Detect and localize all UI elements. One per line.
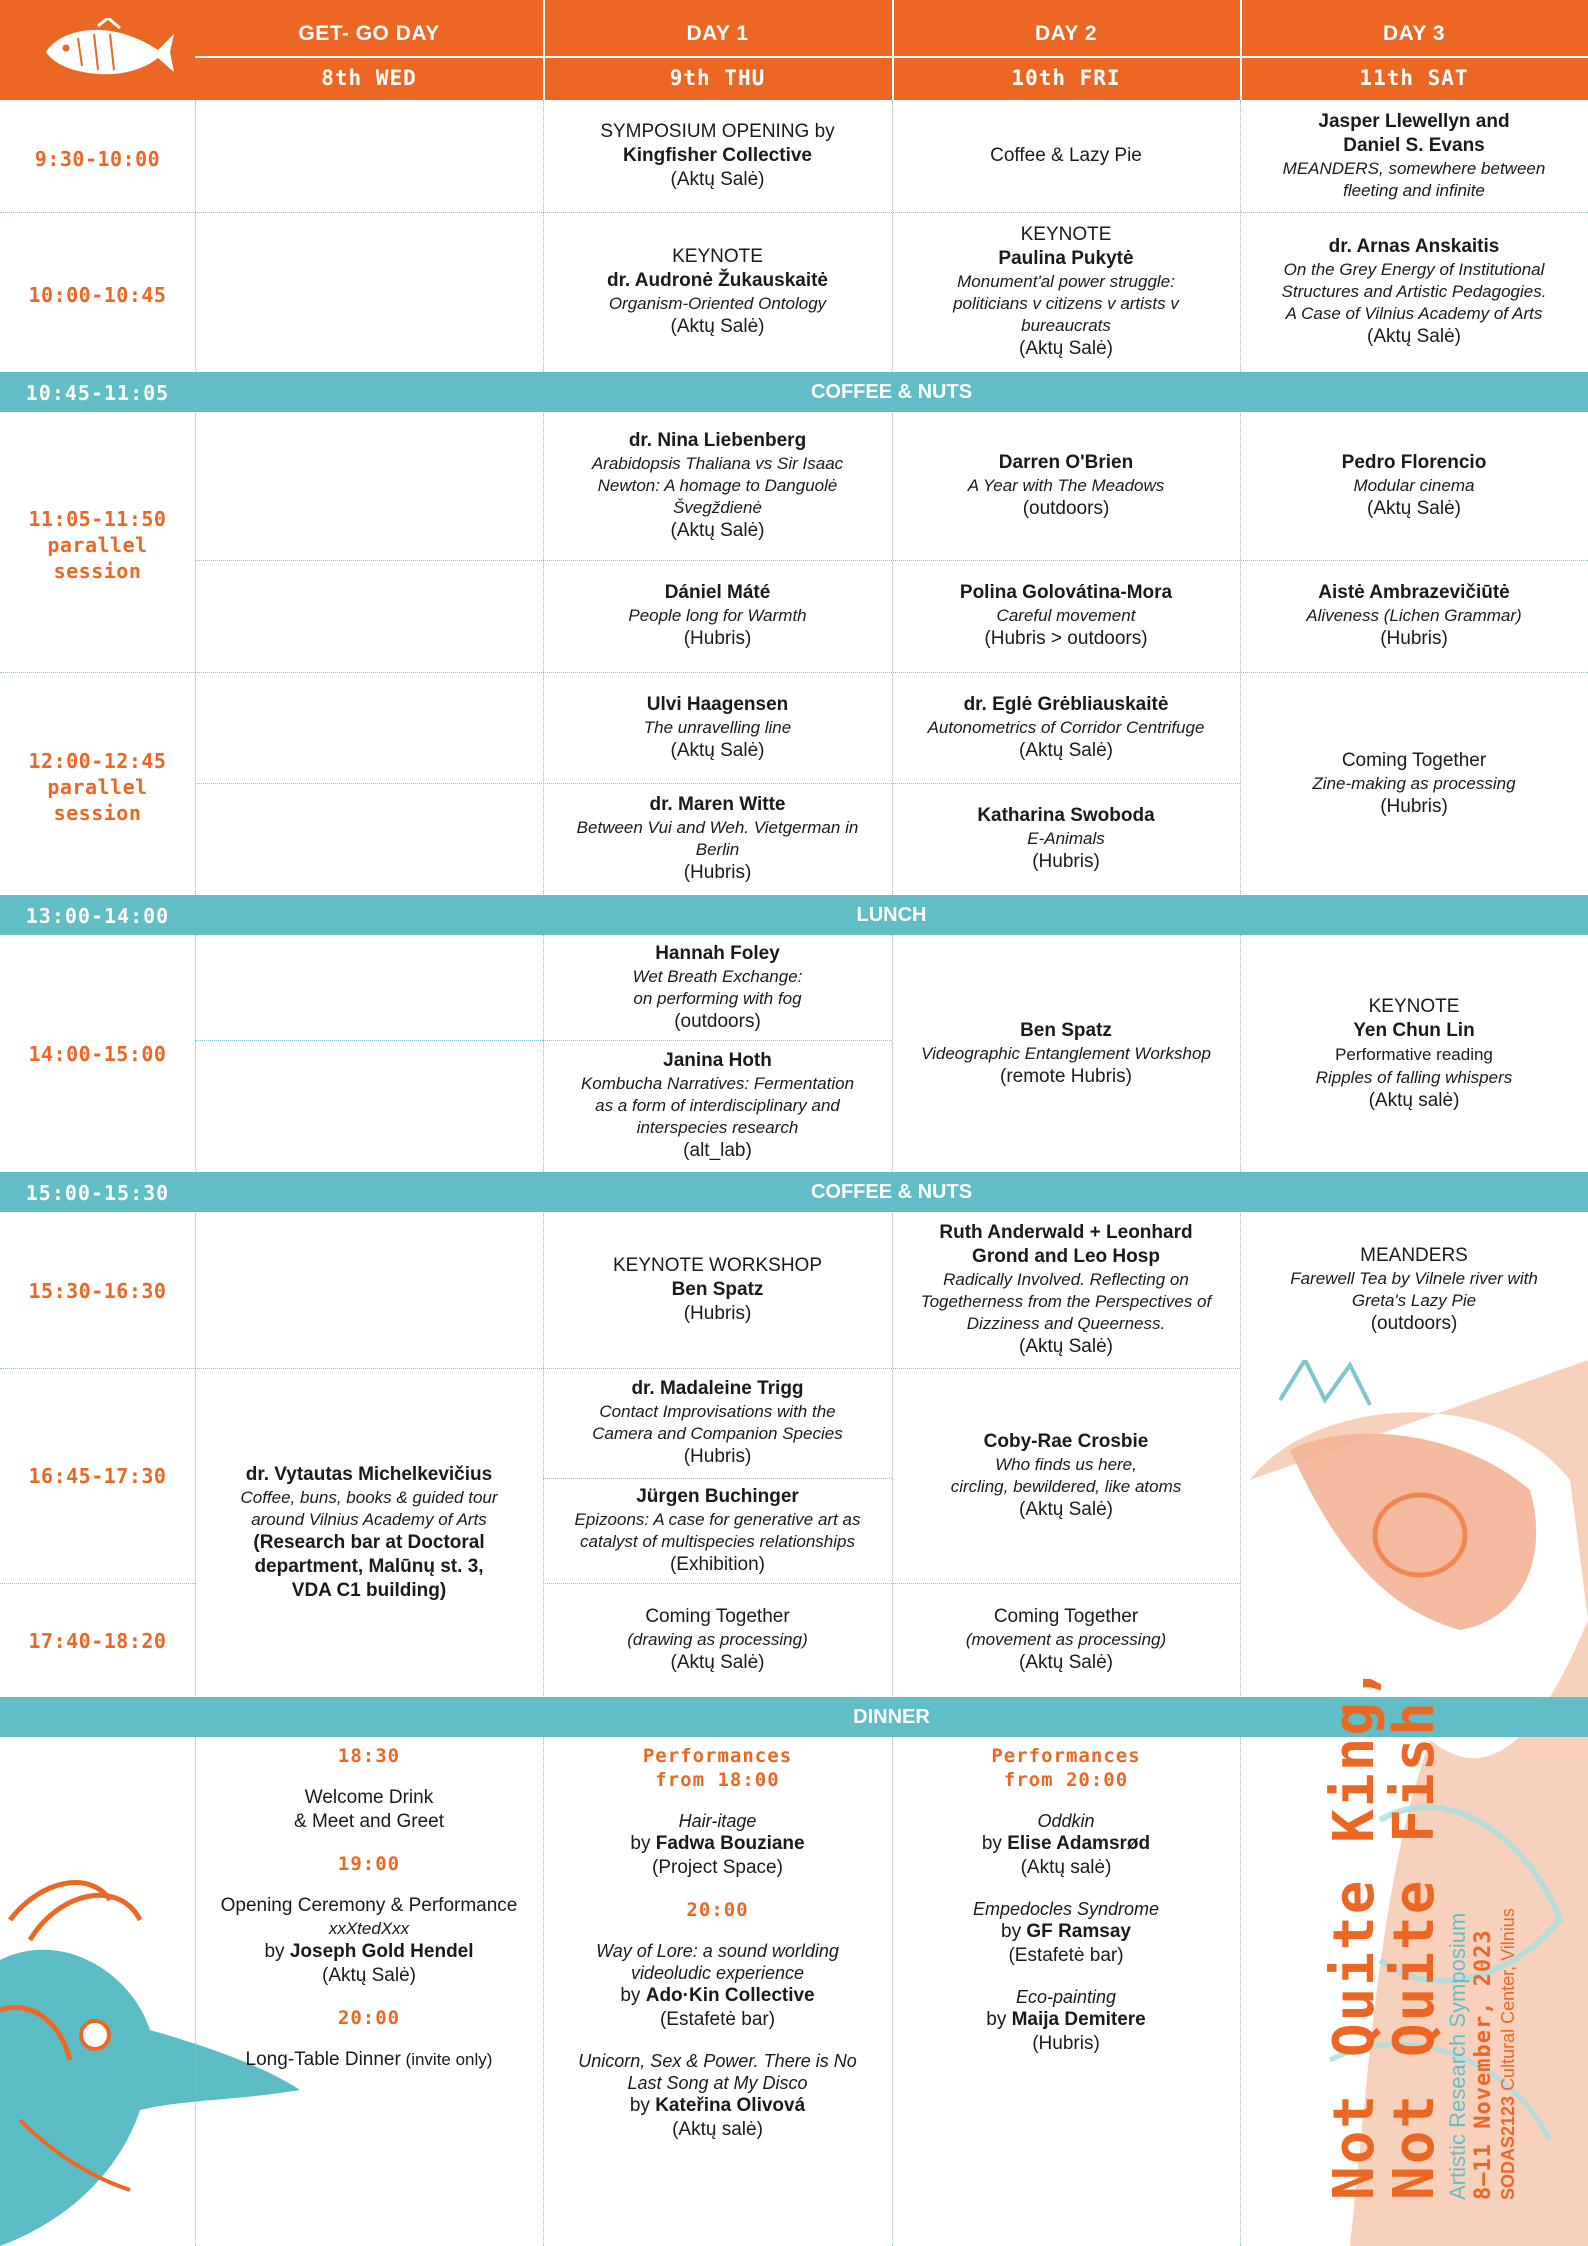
session-talk: dr. Nina Liebenberg Arabidopsis Thaliana vs Sir Isaac Newton: A homage to Danguolė Švegždienė (Aktų Salė) <box>591 430 844 541</box>
title-line-1: Not Quite King, <box>1322 1664 1387 2200</box>
session-talk: Aistė Ambrazevičiūtė Aliveness (Lichen Grammar) (Hubris) <box>1306 582 1522 649</box>
venue: SODAS2123 Cultural Center, Vilnius <box>1498 1908 1518 2200</box>
session-talk: dr. Madaleine Trigg Contact Improvisations with the Camera and Companion Species (Hubris) <box>592 1378 843 1467</box>
day-1-label: DAY 1 <box>686 22 749 45</box>
session-talk: Hannah Foley Wet Breath Exchange: on performing with fog (outdoors) <box>632 942 803 1032</box>
subtitle: Artistic Research Symposium <box>1445 1912 1470 2200</box>
band-lunch: 13:00-14:00 LUNCH <box>0 895 1588 935</box>
session-coffee: Coffee & Lazy Pie <box>990 145 1142 166</box>
dates: 8–11 November, 2023 <box>1471 1929 1496 2200</box>
time-slot-parallel: 12:00-12:45 parallel session <box>28 749 167 825</box>
day-3-label: DAY 3 <box>1382 22 1446 45</box>
time-slot: 16:45-17:30 <box>28 1464 167 1488</box>
session-talk: Coby-Rae Crosbie Who finds us here, circling, bewildered, like atoms (Aktų Salė) <box>950 1430 1182 1520</box>
time-slot: 14:00-15:00 <box>28 1042 167 1066</box>
evening-get-go-day: 18:30 Welcome Drink & Meet and Greet 19:00 Opening Ceremony & Performance xxXtedXxx by Joseph Gold Hendel (Aktų Salė) 20:00 Long-Table Dinner (invite only) <box>220 1745 518 2070</box>
session-keynote: KEYNOTE dr. Audronė Žukauskaitė Organism-Oriented Ontology (Aktų Salė) <box>606 246 828 337</box>
session-tour: dr. Vytautas Michelkevičius Coffee, buns, books & guided tour around Vilnius Academy of Arts (Research bar at Doctoral department, Malūnų st. 3, VDA C1 building) <box>240 1463 498 1601</box>
session-coming-together: Coming Together Zine-making as processing (Hubris) <box>1312 749 1516 817</box>
session-talk: Dániel Máté People long for Warmth (Hubris) <box>628 582 807 649</box>
day-2-label: DAY 2 <box>1034 22 1098 45</box>
session-keynote-workshop: KEYNOTE WORKSHOP Ben Spatz (Hubris) <box>612 1255 823 1324</box>
time-slot-parallel: 11:05-11:50 parallel session <box>28 507 167 583</box>
fish-icon <box>38 18 178 82</box>
session-talk: dr. Eglė Grėbliauskaitė Autonometrics of Corridor Centrifuge (Aktų Salė) <box>927 693 1205 761</box>
band-dinner: DINNER <box>0 1697 1588 1737</box>
date-1-label: 9th THU <box>669 66 766 90</box>
session-talk: dr. Arnas Anskaitis On the Grey Energy of Institutional Structures and Artistic Pedagogies. A Case of Vilnius Academy of Arts (Aktų Salė) <box>1281 236 1547 347</box>
date-3-label: 11th SAT <box>1359 66 1469 90</box>
session-coming-together: Coming Together (drawing as processing) (Aktų Salė) <box>627 1606 808 1673</box>
session-talk: Jürgen Buchinger Epizoons: A case for generative art as catalyst of multispecies relationships (Exhibition) <box>574 1485 861 1575</box>
session-talk: Ulvi Haagensen The unravelling line (Aktų Salė) <box>643 693 792 761</box>
date-2-label: 10th FRI <box>1011 66 1121 90</box>
session-talk: dr. Maren Witte Between Vui and Weh. Vietgerman in Berlin (Hubris) <box>576 794 859 883</box>
session-coming-together: Coming Together (movement as processing) (Aktų Salė) <box>965 1606 1167 1673</box>
time-slot: 9:30-10:00 <box>34 147 161 171</box>
session-talk: Pedro Florencio Modular cinema (Aktų Salė) <box>1341 452 1487 519</box>
time-slot: 17:40-18:20 <box>28 1629 167 1653</box>
session-keynote: KEYNOTE Paulina Pukytė Monument'al power struggle: politicians v citizens v artists v bureaucrats (Aktų Salė) <box>953 224 1179 359</box>
session-opening: SYMPOSIUM OPENING by Kingfisher Collective (Aktų Salė) <box>600 121 835 190</box>
session-workshop: Ben Spatz Videographic Entanglement Workshop (remote Hubris) <box>921 1019 1211 1087</box>
session-meanders: Jasper Llewellyn and Daniel S. Evans MEANDERS, somewhere between fleeting and infinite <box>1282 111 1546 200</box>
session-talk: Ruth Anderwald + Leonhard Grond and Leo Hosp Radically Involved. Reflecting on Togetherness from the Perspectives of Dizziness and Queerness. (Aktų Salė) <box>920 1222 1212 1357</box>
band-coffee-nuts-2: 15:00-15:30 COFFEE & NUTS <box>0 1172 1588 1212</box>
session-keynote: KEYNOTE Yen Chun Lin Performative reading Ripples of falling whispers (Aktų salė) <box>1315 995 1513 1111</box>
title-line-2: Not Quite Fish <box>1382 1699 1447 2200</box>
session-talk: Katharina Swoboda E-Animals (Hubris) <box>977 805 1155 872</box>
time-slot: 15:30-16:30 <box>28 1279 167 1303</box>
session-talk: Darren O'Brien A Year with The Meadows (outdoors) <box>967 452 1165 519</box>
evening-day-2: Performances from 20:00 Oddkin by Elise Adamsrød (Aktų salė) Empedocles Syndrome by GF Ramsay (Estafetė bar) Eco-painting by Maija Demitere (Hubris) <box>972 1745 1160 2054</box>
session-talk: Polina Golovátina-Mora Careful movement (Hubris > outdoors) <box>959 582 1173 649</box>
time-slot: 10:00-10:45 <box>28 283 167 307</box>
symposium-title <box>1322 1664 1519 2200</box>
day-0-label: GET- GO DAY <box>298 22 440 45</box>
session-talk: Janina Hoth Kombucha Narratives: Fermentation as a form of interdisciplinary and interspecies research (alt_lab) <box>580 1050 855 1161</box>
evening-day-1: Performances from 18:00 Hair-itage by Fadwa Bouziane (Project Space) 20:00 Way of Lore: a sound worlding videoludic experience by Ado·Kin Collective (Estafetė bar) Unicorn, Sex & Power. There is No Last Song at My Disco by Kateřina Olivová (Aktų salė) <box>578 1745 857 2140</box>
session-meanders: MEANDERS Farewell Tea by Vilnele river with Greta's Lazy Pie (outdoors) <box>1290 1245 1538 1334</box>
band-coffee-nuts-1: 10:45-11:05 COFFEE & NUTS <box>0 372 1588 412</box>
date-0-label: 8th WED <box>321 66 417 90</box>
schedule-header <box>0 0 1588 100</box>
